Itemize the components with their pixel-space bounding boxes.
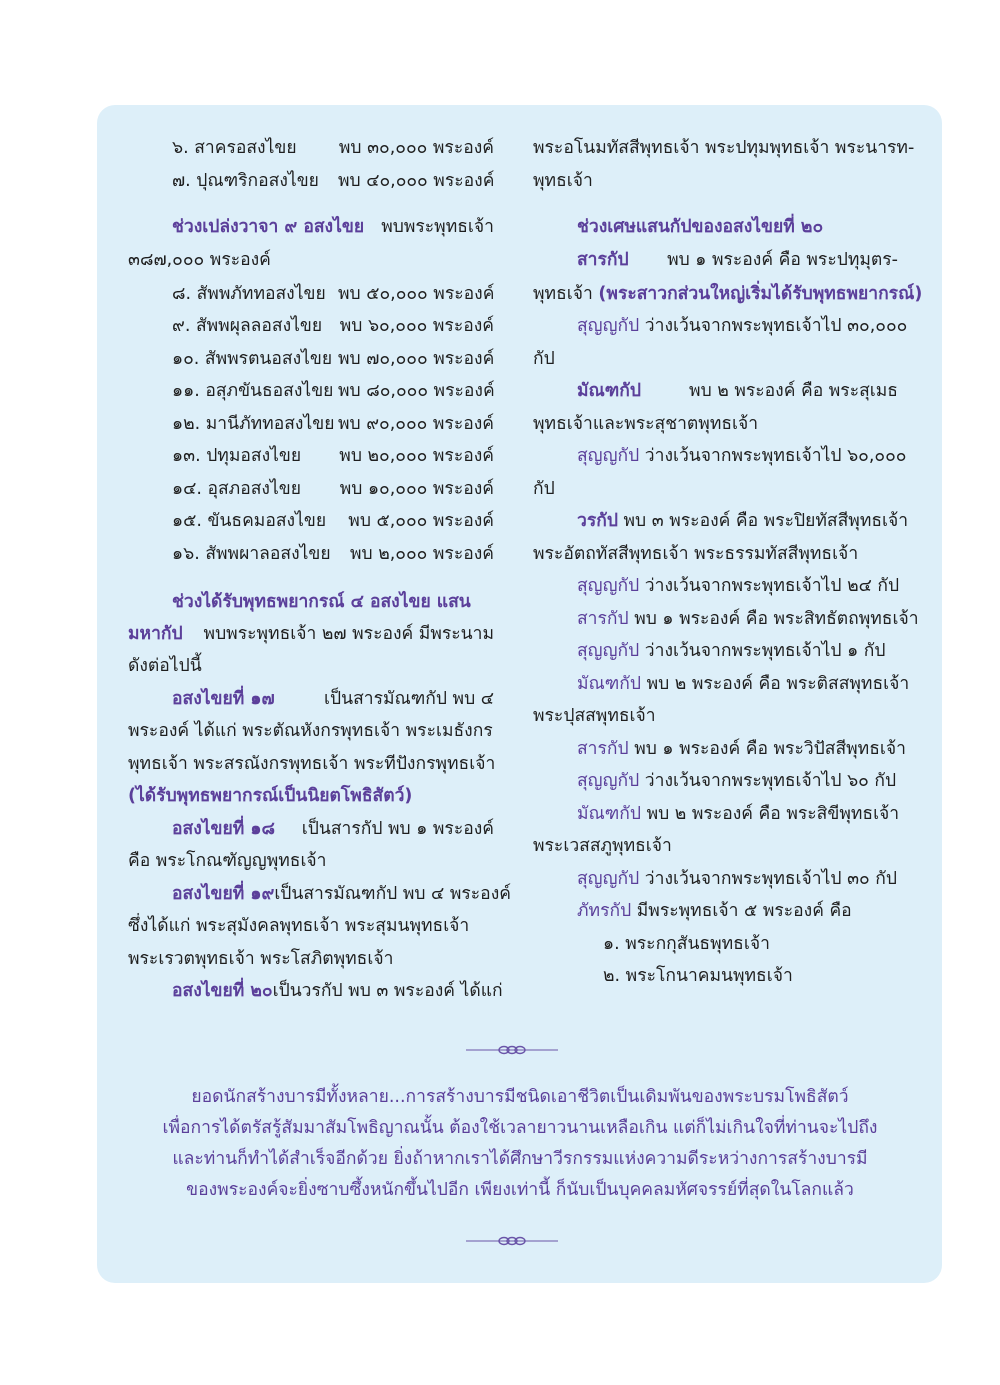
paragraph-line: สุญญกัป ว่างเว้นจากพระพุทธเจ้าไป ๖๐ กัป: [577, 771, 897, 791]
paragraph-line: สารกัป พบ ๑ พระองค์ คือ พระวิปัสสีพุทธเจ้า: [577, 739, 906, 759]
list-item: ๑. พระกกุสันธพุทธเจ้า: [603, 934, 770, 954]
paragraph-line: พระองค์ ได้แก่ พระตัณหังกรพุทธเจ้า พระเมธังกร: [128, 721, 493, 741]
paragraph-line: วรกัป พบ ๓ พระองค์ คือ พระปิยทัสสีพุทธเจ้า: [577, 511, 909, 531]
paragraph-line: ๓๘๗,๐๐๐ พระองค์: [128, 250, 271, 270]
list-item: ๘. สัพพภัททอสงไขย พบ ๕๐,๐๐๐ พระองค์: [172, 284, 495, 304]
list-item: ๑๐. สัพพรตนอสงไขย พบ ๗๐,๐๐๐ พระองค์: [172, 349, 495, 369]
divider-ornament-icon: [466, 1236, 558, 1246]
paragraph-line: พระเวสสภูพุทธเจ้า: [533, 836, 672, 856]
list-item: ๒. พระโกนาคมนพุทธเจ้า: [603, 966, 793, 986]
paragraph-line: กัป: [533, 479, 555, 499]
paragraph-line: สารกัป พบ ๑ พระองค์ คือ พระปทุมุตร-: [577, 250, 898, 270]
paragraph-line: คือ พระโกณฑัญญพุทธเจ้า: [128, 851, 327, 871]
list-item: ๑๕. ขันธคมอสงไขย พบ ๕,๐๐๐ พระองค์: [172, 511, 494, 531]
paragraph-line: พระอัตถทัสสีพุทธเจ้า พระธรรมทัสสีพุทธเจ้า: [533, 544, 859, 564]
paragraph-line: สุญญกัป ว่างเว้นจากพระพุทธเจ้าไป ๓๐ กัป: [577, 869, 897, 889]
list-item: ๑๖. สัพพผาลอสงไขย พบ ๒,๐๐๐ พระองค์: [172, 544, 494, 564]
list-item: ๖. สาครอสงไขย พบ ๓๐,๐๐๐ พระองค์: [172, 138, 494, 158]
paragraph-line: พุทธเจ้าและพระสุชาตพุทธเจ้า: [533, 414, 759, 434]
paragraph-line: ดังต่อไปนี้: [128, 656, 202, 676]
paragraph-line: สารกัป พบ ๑ พระองค์ คือ พระสิทธัตถพุทธเจ้า: [577, 609, 919, 629]
list-item: ๑๑. อสุภขันธอสงไขย พบ ๘๐,๐๐๐ พระองค์: [172, 381, 495, 401]
note-text: (ได้รับพุทธพยากรณ์เป็นนิยตโพธิสัตว์): [128, 786, 413, 806]
list-item: ๙. สัพพผุลลอสงไขย พบ ๖๐,๐๐๐ พระองค์: [172, 316, 494, 336]
paragraph-line: พระอโนมทัสสีพุทธเจ้า พระปทุมพุทธเจ้า พระนารท-: [533, 138, 915, 158]
list-item: ๑๓. ปทุมอสงไขย พบ ๒๐,๐๐๐ พระองค์: [172, 446, 494, 466]
paragraph-line: กัป: [533, 349, 555, 369]
paragraph-line: สุญญกัป ว่างเว้นจากพระพุทธเจ้าไป ๑ กัป: [577, 641, 886, 661]
divider-ornament-icon: [466, 1045, 558, 1055]
paragraph-line: ภัทรกัป มีพระพุทธเจ้า ๕ พระองค์ คือ: [577, 901, 852, 921]
paragraph-line: สุญญกัป ว่างเว้นจากพระพุทธเจ้าไป ๒๔ กัป: [577, 576, 900, 596]
footer-line: และท่านก็ทำได้สำเร็จอีกด้วย ยิ่งถ้าหากเราได้ศึกษาวีรกรรมแห่งความดีระหว่างการสร้างบารมี: [172, 1149, 868, 1169]
section-heading-prophecy: ช่วงได้รับพุทธพยากรณ์ ๔ อสงไขย แสน: [172, 592, 471, 612]
paragraph-line: พุทธเจ้า (พระสาวกส่วนใหญ่เริ่มได้รับพุทธพยากรณ์): [533, 284, 923, 304]
paragraph-line: สุญญกัป ว่างเว้นจากพระพุทธเจ้าไป ๖๐,๐๐๐: [577, 446, 907, 466]
list-item: ๗. ปุณฑริกอสงไขย พบ ๔๐,๐๐๐ พระองค์: [172, 171, 495, 191]
paragraph-line: พระเรวตพุทธเจ้า พระโสภิตพุทธเจ้า: [128, 949, 394, 969]
section-heading-declaration: ช่วงเปล่งวาจา ๙ อสงไขย พบพระพุทธเจ้า: [172, 217, 494, 237]
paragraph-line: มัณฑกัป พบ ๒ พระองค์ คือ พระติสสพุทธเจ้า: [577, 674, 910, 694]
list-item: ๑๒. มานีภัททอสงไขย พบ ๙๐,๐๐๐ พระองค์: [172, 414, 494, 434]
section-heading-remainder: ช่วงเศษแสนกัปของอสงไขยที่ ๒๐: [577, 217, 824, 237]
paragraph-line: อสงไขยที่ ๑๗ เป็นสารมัณฑกัป พบ ๔: [172, 689, 494, 709]
paragraph-line: สุญญกัป ว่างเว้นจากพระพุทธเจ้าไป ๓๐,๐๐๐: [577, 316, 908, 336]
paragraph-line: อสงไขยที่ ๑๙ เป็นสารมัณฑกัป พบ ๔ พระองค์: [172, 884, 511, 904]
paragraph-line: มัณฑกัป พบ ๒ พระองค์ คือ พระสิขีพุทธเจ้า: [577, 804, 900, 824]
paragraph-line: พุทธเจ้า: [533, 171, 593, 191]
paragraph-line: พุทธเจ้า พระสรณังกรพุทธเจ้า พระทีปังกรพุทธเจ้า: [128, 754, 496, 774]
footer-quote: [100, 1082, 940, 1206]
paragraph-line: ซึ่งได้แก่ พระสุมังคลพุทธเจ้า พระสุมนพุทธเจ้า: [128, 916, 470, 936]
footer-line: เพื่อการได้ตรัสรู้สัมมาสัมโพธิญาณนั้น ต้องใช้เวลายาวนานเหลือเกิน แต่ก็ไม่เกินใจที่ท่านจะไปถึง: [162, 1118, 878, 1138]
paragraph-line: อสงไขยที่ ๑๘ เป็นสารกัป พบ ๑ พระองค์: [172, 819, 494, 839]
paragraph-line: พระปุสสพุทธเจ้า: [533, 706, 656, 726]
list-item: ๑๔. อุสภอสงไขย พบ ๑๐,๐๐๐ พระองค์: [172, 479, 494, 499]
footer-line: ยอดนักสร้างบารมีทั้งหลาย...การสร้างบารมีชนิดเอาชีวิตเป็นเดิมพันของพระบรมโพธิสัตว์: [191, 1087, 849, 1107]
paragraph-line: มัณฑกัป พบ ๒ พระองค์ คือ พระสุเมธ: [577, 381, 898, 401]
paragraph-line: มหากัป พบพระพุทธเจ้า ๒๗ พระองค์ มีพระนาม: [128, 624, 494, 644]
footer-line: ของพระองค์จะยิ่งซาบซึ้งหนักขึ้นไปอีก เพียงเท่านี้ ก็นับเป็นบุคคลมหัศจรรย์ที่สุดในโลกแล้ว: [186, 1180, 854, 1200]
paragraph-line: อสงไขยที่ ๒๐ เป็นวรกัป พบ ๓ พระองค์ ได้แก่: [172, 981, 503, 1001]
